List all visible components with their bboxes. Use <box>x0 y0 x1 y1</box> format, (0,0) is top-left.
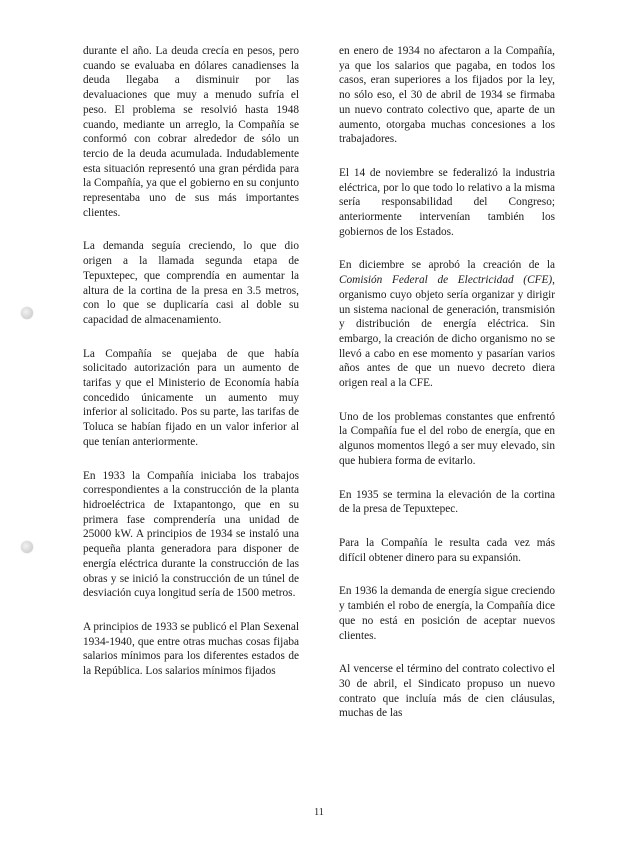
paragraph <box>83 347 299 450</box>
paragraph <box>339 584 555 643</box>
left-column <box>83 44 299 698</box>
emphasized-text: Comisión Federal de Electricidad (CFE) <box>339 274 553 287</box>
paragraph-text: , organismo cuyo objeto sería organizar y dirigir un sistema nacional de generación, transmisión y distribución de energía eléctrica. Sin embargo, la creación de dicho organismo no se llevó a cabo en ese momento y pasarían varios años antes de que un nuevo decreto diera origen real a la CFE. <box>339 274 555 390</box>
paragraph-text: La demanda seguía creciendo, lo que dio origen a la llamada segunda etapa de Tepuxtepec, que comprendía en aumentar la altura de la cortina de la presa en 3.5 metros, con lo que se duplicaría casi al doble su capacidad de almacenamiento. <box>83 240 299 326</box>
paragraph <box>339 258 555 390</box>
paragraph-text: durante el año. La deuda crecía en pesos, pero cuando se evaluaba en dólares canadienses la deuda llegaba a disminuir por las devaluaciones que muy a menudo sufría el peso. El problema se resolvió hasta 1948 cuando, mediante un arreglo, la Compañía se conformó con cobrar alrededor de sólo un tercio de la deuda acumulada. Indudablemente esta situación representó una gran pérdida para la Compañía, ya que el gobierno en su conjunto representaba uno de sus más importantes clientes. <box>83 45 299 219</box>
paragraph-text: Al vencerse el término del contrato colectivo el 30 de abril, el Sindicato propuso un nuevo contrato que incluía más de cien cláusulas, muchas de las <box>339 663 555 720</box>
punch-hole <box>21 307 33 319</box>
paragraph-text: En 1935 se termina la elevación de la cortina de la presa de Tepuxtepec. <box>339 488 555 516</box>
paragraph <box>83 239 299 327</box>
paragraph-text: La Compañía se quejaba de que había solicitado autorización para un aumento de tarifas y que el Ministerio de Economía había concedido únicamente un aumento muy inferior al solicitado. Pos su parte, las tarifas de Toluca se habían fijado en un valor inferior al que tenían anteriormente. <box>83 347 299 448</box>
paragraph-text: En 1933 la Compañía iniciaba los trabajos correspondientes a la construcción de la planta hidroeléctrica de Ixtapantongo, que en su primera fase comprendería una unidad de 25000 kW. A principios de 1934 se instaló una pequeña planta generadora para disponer de energía eléctrica durante la construcción de las obras y se inició la construcción de un túnel de desviación cuya longitud sería de 1500 metros. <box>83 469 299 600</box>
paragraph <box>339 488 555 517</box>
paragraph <box>339 166 555 240</box>
punch-hole <box>21 541 33 553</box>
page-number: 11 <box>314 807 324 818</box>
paragraph-text: Uno de los problemas constantes que enfrentó la Compañía fue el del robo de energía, que en algunos momentos llegó a ser muy elevado, sin que hubiera forma de evitarlo. <box>339 410 555 467</box>
paragraph <box>83 620 299 679</box>
paragraph <box>83 469 299 601</box>
paragraph-text: En 1936 la demanda de energía sigue creciendo y también el robo de energía, la Compañía dice que no está en posición de aceptar nuevos clientes. <box>339 585 555 642</box>
paragraph-text: Para la Compañía le resulta cada vez más difícil obtener dinero para su expansión. <box>339 536 555 564</box>
paragraph <box>339 44 555 147</box>
paragraph-text: en enero de 1934 no afectaron a la Compañía, ya que los salarios que pagaba, en todos los casos, eran superiores a los fijados por la ley, no sólo eso, el 30 de abril de 1934 se firmaba un nuevo contrato colectivo que, aparte de un aumento, otorgaba muchas concesiones a los trabajadores. <box>339 45 555 146</box>
paragraph <box>339 662 555 721</box>
right-column <box>339 44 555 740</box>
paragraph-text: El 14 de noviembre se federalizó la industria eléctrica, por lo que todo lo relativo a la misma sería responsabilidad del Congreso; anteriormente intervenían también los gobiernos de los Estados. <box>339 166 555 238</box>
paragraph <box>339 536 555 565</box>
paragraph <box>83 44 299 220</box>
paragraph-text: En diciembre se aprobó la creación de la <box>339 259 555 272</box>
paragraph-text: A principios de 1933 se publicó el Plan Sexenal 1934-1940, que entre otras muchas cosas fijaba salarios mínimos para los diferentes estados de la República. Los salarios mínimos fijados <box>83 620 299 678</box>
paragraph <box>339 410 555 469</box>
